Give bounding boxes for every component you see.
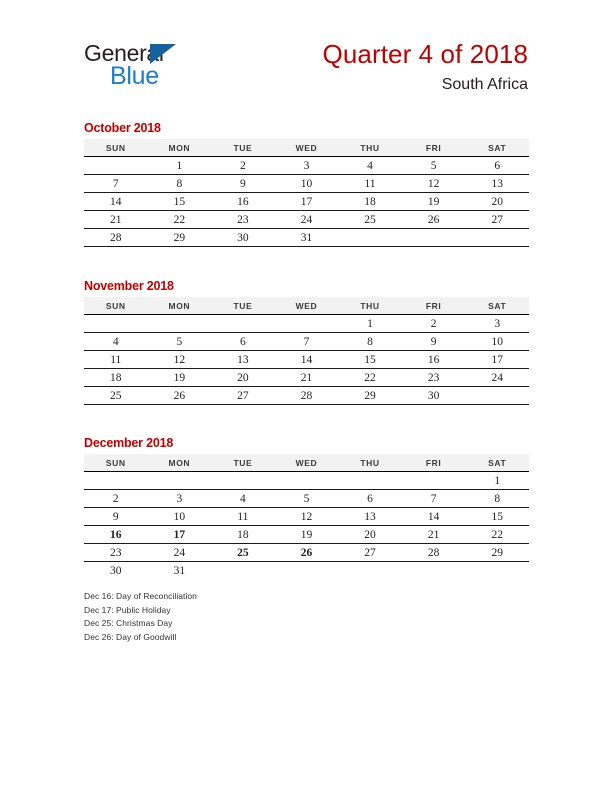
calendar-day-empty (211, 562, 275, 580)
calendar-week-row (84, 490, 529, 508)
calendar-day[interactable]: 21 (402, 526, 466, 544)
calendar-day[interactable]: 22 (465, 526, 529, 544)
calendar-day[interactable]: 26 (148, 387, 212, 405)
calendar-day-empty (148, 472, 212, 490)
calendar-day[interactable]: 2 (402, 315, 466, 333)
calendar-day-holiday[interactable]: 26 (275, 544, 339, 562)
calendar-day[interactable]: 12 (402, 175, 466, 193)
calendar-day[interactable]: 14 (84, 193, 148, 211)
brand-logo (84, 40, 274, 92)
weekday-header-mon: MON (148, 297, 212, 315)
month-title: December 2018 (84, 436, 174, 450)
calendar-week-row (84, 508, 529, 526)
calendar-day[interactable]: 28 (275, 387, 339, 405)
calendar-day[interactable]: 28 (84, 229, 148, 247)
calendar-day[interactable]: 20 (338, 526, 402, 544)
calendar-day-empty (402, 472, 466, 490)
calendar-day[interactable]: 11 (211, 508, 275, 526)
weekday-header-tue: TUE (211, 297, 275, 315)
weekday-header-mon: MON (148, 454, 212, 472)
calendar-day[interactable]: 8 (148, 175, 212, 193)
calendar-body (84, 472, 529, 580)
calendar-day[interactable]: 23 (84, 544, 148, 562)
calendar-day[interactable]: 23 (402, 369, 466, 387)
calendar-day[interactable]: 25 (84, 387, 148, 405)
calendar-week-row (84, 387, 529, 405)
calendar-header-row (84, 454, 529, 472)
month-block-december (84, 435, 529, 579)
calendar-day[interactable]: 10 (275, 175, 339, 193)
page-header (0, 0, 612, 112)
calendar-day[interactable]: 9 (211, 175, 275, 193)
calendar-day[interactable]: 29 (148, 229, 212, 247)
calendar-day-empty (275, 315, 339, 333)
calendar-day[interactable]: 7 (402, 490, 466, 508)
brand-name-general: General (84, 40, 164, 66)
calendar-day[interactable]: 4 (84, 333, 148, 351)
calendar-day[interactable]: 24 (275, 211, 339, 229)
weekday-header-thu: THU (338, 454, 402, 472)
calendar-day[interactable]: 24 (465, 369, 529, 387)
calendar-day[interactable]: 20 (211, 369, 275, 387)
calendar-day[interactable]: 29 (465, 544, 529, 562)
calendar-day[interactable]: 1 (338, 315, 402, 333)
calendar-day[interactable]: 11 (338, 175, 402, 193)
calendar-day-empty (338, 472, 402, 490)
month-title: October 2018 (84, 121, 161, 135)
calendar-week-row (84, 229, 529, 247)
calendar-day-empty (84, 157, 148, 175)
calendar-day[interactable]: 22 (148, 211, 212, 229)
calendar-week-row (84, 544, 529, 562)
weekday-header-tue: TUE (211, 454, 275, 472)
weekday-header-sat: SAT (465, 139, 529, 157)
calendar-day-empty (84, 472, 148, 490)
holiday-legend (84, 590, 484, 644)
calendar-day-empty (338, 562, 402, 580)
calendar-day[interactable]: 18 (338, 193, 402, 211)
calendar-day-empty (84, 315, 148, 333)
weekday-header-sat: SAT (465, 297, 529, 315)
calendar-day[interactable]: 9 (84, 508, 148, 526)
calendar-week-row (84, 369, 529, 387)
brand-triangle-icon (150, 44, 176, 64)
calendar-day[interactable]: 19 (275, 526, 339, 544)
calendar-week-row (84, 175, 529, 193)
calendar-day[interactable]: 3 (275, 157, 339, 175)
weekday-header-fri: FRI (402, 139, 466, 157)
calendar-day-empty (465, 229, 529, 247)
calendar-day[interactable]: 21 (275, 369, 339, 387)
calendar-header-row (84, 297, 529, 315)
calendar-day[interactable]: 18 (84, 369, 148, 387)
calendar-day[interactable]: 11 (84, 351, 148, 369)
calendar-day[interactable]: 1 (148, 157, 212, 175)
calendar-day[interactable]: 19 (148, 369, 212, 387)
calendar-table (84, 297, 529, 405)
brand-name-blue: Blue (110, 62, 159, 90)
legend-item: Dec 25: Christmas Day (84, 618, 173, 628)
calendar-day-empty (275, 472, 339, 490)
calendar-day[interactable]: 4 (211, 490, 275, 508)
calendar-day[interactable]: 9 (402, 333, 466, 351)
calendar-day[interactable]: 28 (402, 544, 466, 562)
calendar-day[interactable]: 12 (275, 508, 339, 526)
calendar-day[interactable]: 23 (211, 211, 275, 229)
calendar-day-empty (148, 315, 212, 333)
calendar-day[interactable]: 15 (148, 193, 212, 211)
calendar-day[interactable]: 29 (338, 387, 402, 405)
weekday-header-thu: THU (338, 139, 402, 157)
calendar-day[interactable]: 1 (465, 472, 529, 490)
calendar-day-empty (338, 229, 402, 247)
calendar-day-empty (465, 562, 529, 580)
calendar-day[interactable]: 17 (465, 351, 529, 369)
calendar-day[interactable]: 14 (275, 351, 339, 369)
month-title: November 2018 (84, 279, 174, 293)
calendar-day[interactable]: 26 (402, 211, 466, 229)
month-block-october (84, 120, 529, 247)
calendar-day[interactable]: 2 (211, 157, 275, 175)
calendar-day[interactable]: 4 (338, 157, 402, 175)
legend-item: Dec 17: Public Holiday (84, 604, 171, 615)
calendar-day[interactable]: 10 (465, 333, 529, 351)
calendar-header-row (84, 139, 529, 157)
calendar-body (84, 315, 529, 405)
calendar-day-empty (465, 387, 529, 405)
weekday-header-sun: SUN (84, 297, 148, 315)
calendar-day[interactable]: 27 (465, 211, 529, 229)
calendar-day[interactable]: 30 (110, 564, 122, 577)
calendar-day[interactable]: 6 (465, 157, 529, 175)
month-block-november (84, 278, 529, 405)
calendar-table (84, 454, 529, 579)
weekday-header-thu: THU (338, 297, 402, 315)
calendar-day[interactable]: 15 (465, 508, 529, 526)
calendar-day[interactable]: 31 (173, 564, 186, 577)
calendar-week-row (84, 333, 529, 351)
calendar-day[interactable]: 7 (275, 333, 339, 351)
calendar-body (84, 157, 529, 247)
calendar-day[interactable]: 20 (465, 193, 529, 211)
calendar-week-row (84, 351, 529, 369)
calendar-day[interactable]: 21 (84, 211, 148, 229)
page-subtitle-country: South Africa (441, 76, 528, 93)
calendar-day[interactable]: 14 (402, 508, 466, 526)
page-title: Quarter 4 of 2018 (322, 39, 528, 69)
calendar-day[interactable]: 5 (148, 333, 212, 351)
calendar-day[interactable]: 27 (211, 387, 275, 405)
calendar-day[interactable]: 2 (84, 490, 148, 508)
calendar-day-empty (275, 562, 339, 580)
calendar-day[interactable]: 8 (465, 490, 529, 508)
calendar-day[interactable]: 5 (402, 157, 466, 175)
calendar-day[interactable]: 30 (402, 387, 466, 405)
calendar-day[interactable]: 15 (338, 351, 402, 369)
weekday-header-sun: SUN (84, 139, 148, 157)
calendar-day-holiday[interactable]: 16 (84, 526, 148, 544)
weekday-header-sat: SAT (465, 454, 529, 472)
calendar-day[interactable]: 31 (275, 229, 339, 247)
weekday-header-sun: SUN (84, 454, 148, 472)
calendar-week-row (84, 157, 529, 175)
calendar-day[interactable]: 16 (211, 193, 275, 211)
legend-item: Dec 16: Day of Reconciliation (84, 591, 197, 601)
calendar-day-empty (211, 315, 275, 333)
calendar-day[interactable]: 18 (211, 526, 275, 544)
weekday-header-mon: MON (148, 139, 212, 157)
calendar-day[interactable]: 30 (211, 229, 275, 247)
calendar-day[interactable]: 6 (338, 490, 402, 508)
calendar-day[interactable]: 10 (148, 508, 212, 526)
calendar-day-empty (402, 229, 466, 247)
calendar-day-empty (211, 472, 275, 490)
calendar-week-row (84, 193, 529, 211)
calendar-week-row (84, 211, 529, 229)
calendar-day[interactable]: 7 (84, 175, 148, 193)
weekday-header-wed: WED (275, 297, 339, 315)
calendar-day-holiday[interactable]: 25 (211, 544, 275, 562)
calendar-day[interactable]: 8 (338, 333, 402, 351)
weekday-header-wed: WED (275, 454, 339, 472)
calendar-table (84, 139, 529, 247)
legend-item: Dec 26: Day of Goodwill (84, 631, 177, 642)
calendar-day[interactable]: 5 (275, 490, 339, 508)
calendar-day[interactable]: 25 (338, 211, 402, 229)
calendar-day[interactable]: 22 (338, 369, 402, 387)
weekday-header-fri: FRI (402, 454, 466, 472)
calendar-day[interactable]: 13 (211, 351, 275, 369)
calendar-day-holiday[interactable]: 17 (148, 526, 212, 544)
title-block (323, 38, 529, 96)
calendar-day[interactable]: 13 (338, 508, 402, 526)
calendar-day[interactable]: 12 (148, 351, 212, 369)
calendar-day[interactable]: 19 (402, 193, 466, 211)
calendar-day[interactable]: 24 (148, 544, 212, 562)
calendar-day[interactable]: 27 (338, 544, 402, 562)
calendar-day-empty (402, 562, 466, 580)
weekday-header-wed: WED (275, 139, 339, 157)
calendar-day[interactable]: 17 (275, 193, 339, 211)
weekday-header-tue: TUE (211, 139, 275, 157)
calendar-week-row (84, 526, 529, 544)
calendar-day[interactable]: 6 (211, 333, 275, 351)
calendar-week-row (84, 562, 529, 580)
calendar-day[interactable]: 3 (148, 490, 212, 508)
calendar-week-row (84, 472, 529, 490)
calendar-day[interactable]: 3 (465, 315, 529, 333)
calendar-day[interactable]: 16 (402, 351, 466, 369)
weekday-header-fri: FRI (402, 297, 466, 315)
calendar-day[interactable]: 13 (465, 175, 529, 193)
calendar-week-row (84, 315, 529, 333)
